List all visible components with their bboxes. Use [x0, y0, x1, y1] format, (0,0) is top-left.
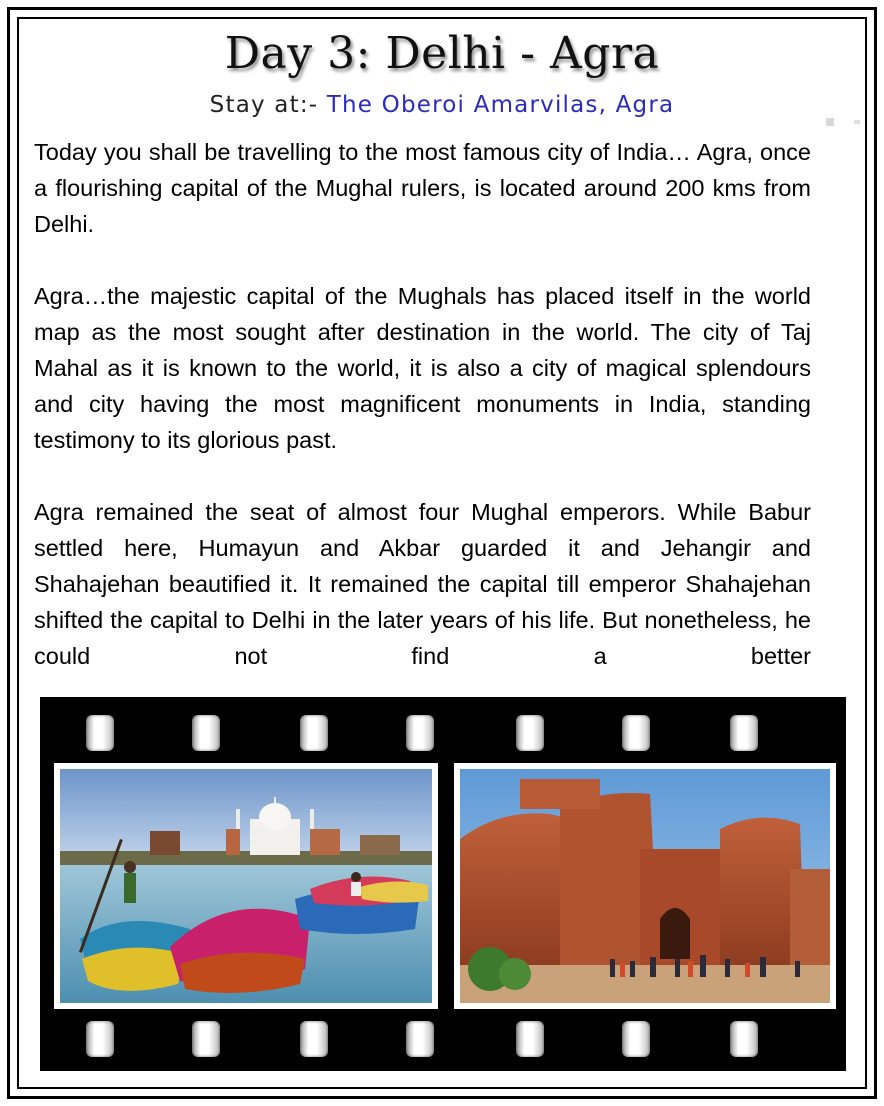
sprocket-hole [516, 1021, 544, 1057]
decorative-mark [826, 118, 834, 126]
paragraph-intro: Today you shall be travelling to the most famous city of India… Agra, once a flourishing capital of the Mughal rulers, is located around 200 kms from Delhi. [34, 139, 811, 237]
sprocket-hole [730, 1021, 758, 1057]
filmstrip [40, 697, 846, 1071]
stay-line [0, 92, 884, 118]
sprocket-hole [300, 1021, 328, 1057]
stay-label: Stay at:- [209, 92, 327, 118]
hotel-name[interactable]: The Oberoi Amarvilas, Agra [326, 92, 675, 118]
sprocket-hole [86, 1021, 114, 1057]
photo-agra-fort [454, 763, 836, 1009]
sprocket-hole [516, 715, 544, 751]
sprocket-hole [622, 1021, 650, 1057]
paragraph-history: Agra remained the seat of almost four Mughal emperors. While Babur settled here, Humayun and Akbar guarded it and Jehangir and Shahajehan beautified it. It remained the capital till emperor Shahajehan shifted the capital to Delhi in the later years of his life. But nonetheless, he could not find a better [34, 499, 811, 669]
sprocket-hole [300, 715, 328, 751]
sprocket-hole [192, 715, 220, 751]
photo-taj-mahal-boats [54, 763, 438, 1009]
sprocket-hole [192, 1021, 220, 1057]
page-title: Day 3: Delhi - Agra [224, 28, 660, 79]
sprocket-hole [622, 715, 650, 751]
decorative-mark [854, 120, 860, 124]
sprocket-hole [406, 715, 434, 751]
sprocket-hole [406, 1021, 434, 1057]
paragraph-agra: Agra…the majestic capital of the Mughals has placed itself in the world map as the most sought after destination in the world. The city of Taj Mahal as it is known to the world, it is also a city of magical splendours and city having the most magnificent monuments in India, standing testimony to its glorious past. [34, 283, 811, 453]
body-text [34, 134, 811, 674]
sprocket-hole [730, 715, 758, 751]
sprocket-hole [86, 715, 114, 751]
